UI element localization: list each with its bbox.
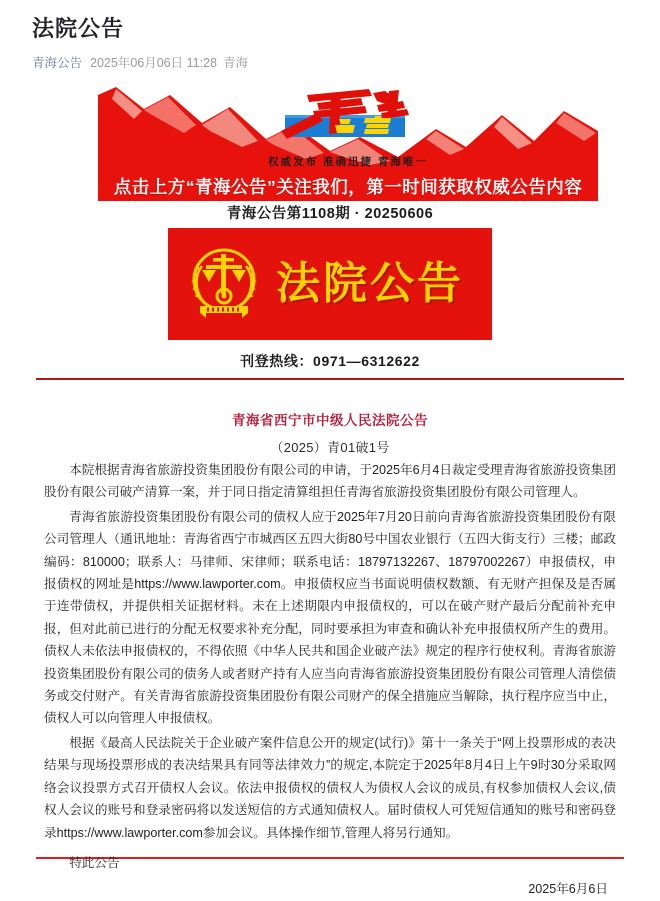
document-closing: 特此公告 — [69, 855, 120, 870]
court-announcement-block — [168, 228, 492, 340]
announcement-document — [36, 378, 624, 897]
document-paragraph: 青海省旅游投资集团股份有限公司的债权人应于2025年7月20日前向青海省旅游投资集团股份有限公司管理人（通讯地址：青海省西宁市城西区五四大街80号中国农业银行（五四大街支行）三楼；邮政编码：810000；联系人：马律师、宋律师；联系电话：18797132267、18797002267）申报债权，申报债权的网址是https://www.lawporter.com。申报债权应当书面说明债权数额、有无财产担保及是否属于连带债权，并提供相关证据材料。未在上述期限内申报债权的，可以在破产财产最后分配前补充申报，但对此前已进行的分配无权要求补充分配，同时要承担为审查和确认补充申报债权所产生的费用。债权人未依法申报债权的，不得依照《中华人民共和国企业破产法》规定的程序行使权利。青海省旅游投资集团股份有限公司的债务人或者财产持有人应当向青海省旅游投资集团股份有限公司管理人清偿债务或交付财产。有关青海省旅游投资集团股份有限公司财产的保全措施应当解除，执行程序应当中止，债权人可以向管理人申报债权。 — [44, 509, 616, 726]
document-heading: 青海省西宁市中级人民法院公告 — [232, 413, 428, 428]
banner-cta-strip[interactable] — [98, 171, 598, 201]
court-announcement-text: 法院公告 — [276, 258, 464, 309]
court-emblem-icon — [186, 244, 262, 324]
hotline-text: 刊登热线：0971—6312622 — [240, 353, 420, 369]
document-paragraph: 本院根据青海省旅游投资集团股份有限公司的申请，于2025年6月4日裁定受理青海省旅游投资集团股份有限公司破产清算一案，并于同日指定清算组担任青海省旅游投资集团股份有限公司管理人。 — [44, 463, 616, 500]
document-sign-date: 2025年6月6日 — [528, 882, 608, 897]
banner-cta-text: 点击上方“青海公告”关注我们，第一时间获取权威公告内容 — [113, 176, 583, 197]
qinghai-gonggao-logo — [273, 87, 423, 149]
byline-date: 2025年06月06日 11:28 — [90, 56, 217, 70]
issue-number-line: 青海公告第1108期 · 20250606 — [226, 206, 434, 222]
document-paragraph: 根据《最高人民法院关于企业破产案件信息公开的规定(试行)》第十一条关于“网上投票形成的表决结果与现场投票形成的表决结果具有同等法律效力”的规定,本院定于2025年8月4日上午9时30分采取网络会议投票方式召开债权人会议。依法申报债权的债权人为债权人会议的成员,有权参加债权人会议,债权人会议的账号和登录密码将以发送短信的方式通知债权人。届时债权人可凭短信通知的账号和密码登录https://www.lawporter.com参加会议。具体操作细节,管理人将另行通知。 — [44, 735, 616, 840]
document-case-number: （2025）青01破1号 — [270, 440, 390, 455]
page-title: 法院公告 — [32, 16, 125, 41]
logo-graphic — [273, 87, 423, 149]
promo-banner[interactable] — [98, 85, 598, 201]
banner-tagline: 权威发布 准确迅捷 青海唯一 — [268, 156, 428, 168]
byline-account[interactable]: 青海公告 — [32, 56, 83, 70]
byline — [0, 44, 660, 71]
byline-location: 青海 — [222, 56, 248, 70]
